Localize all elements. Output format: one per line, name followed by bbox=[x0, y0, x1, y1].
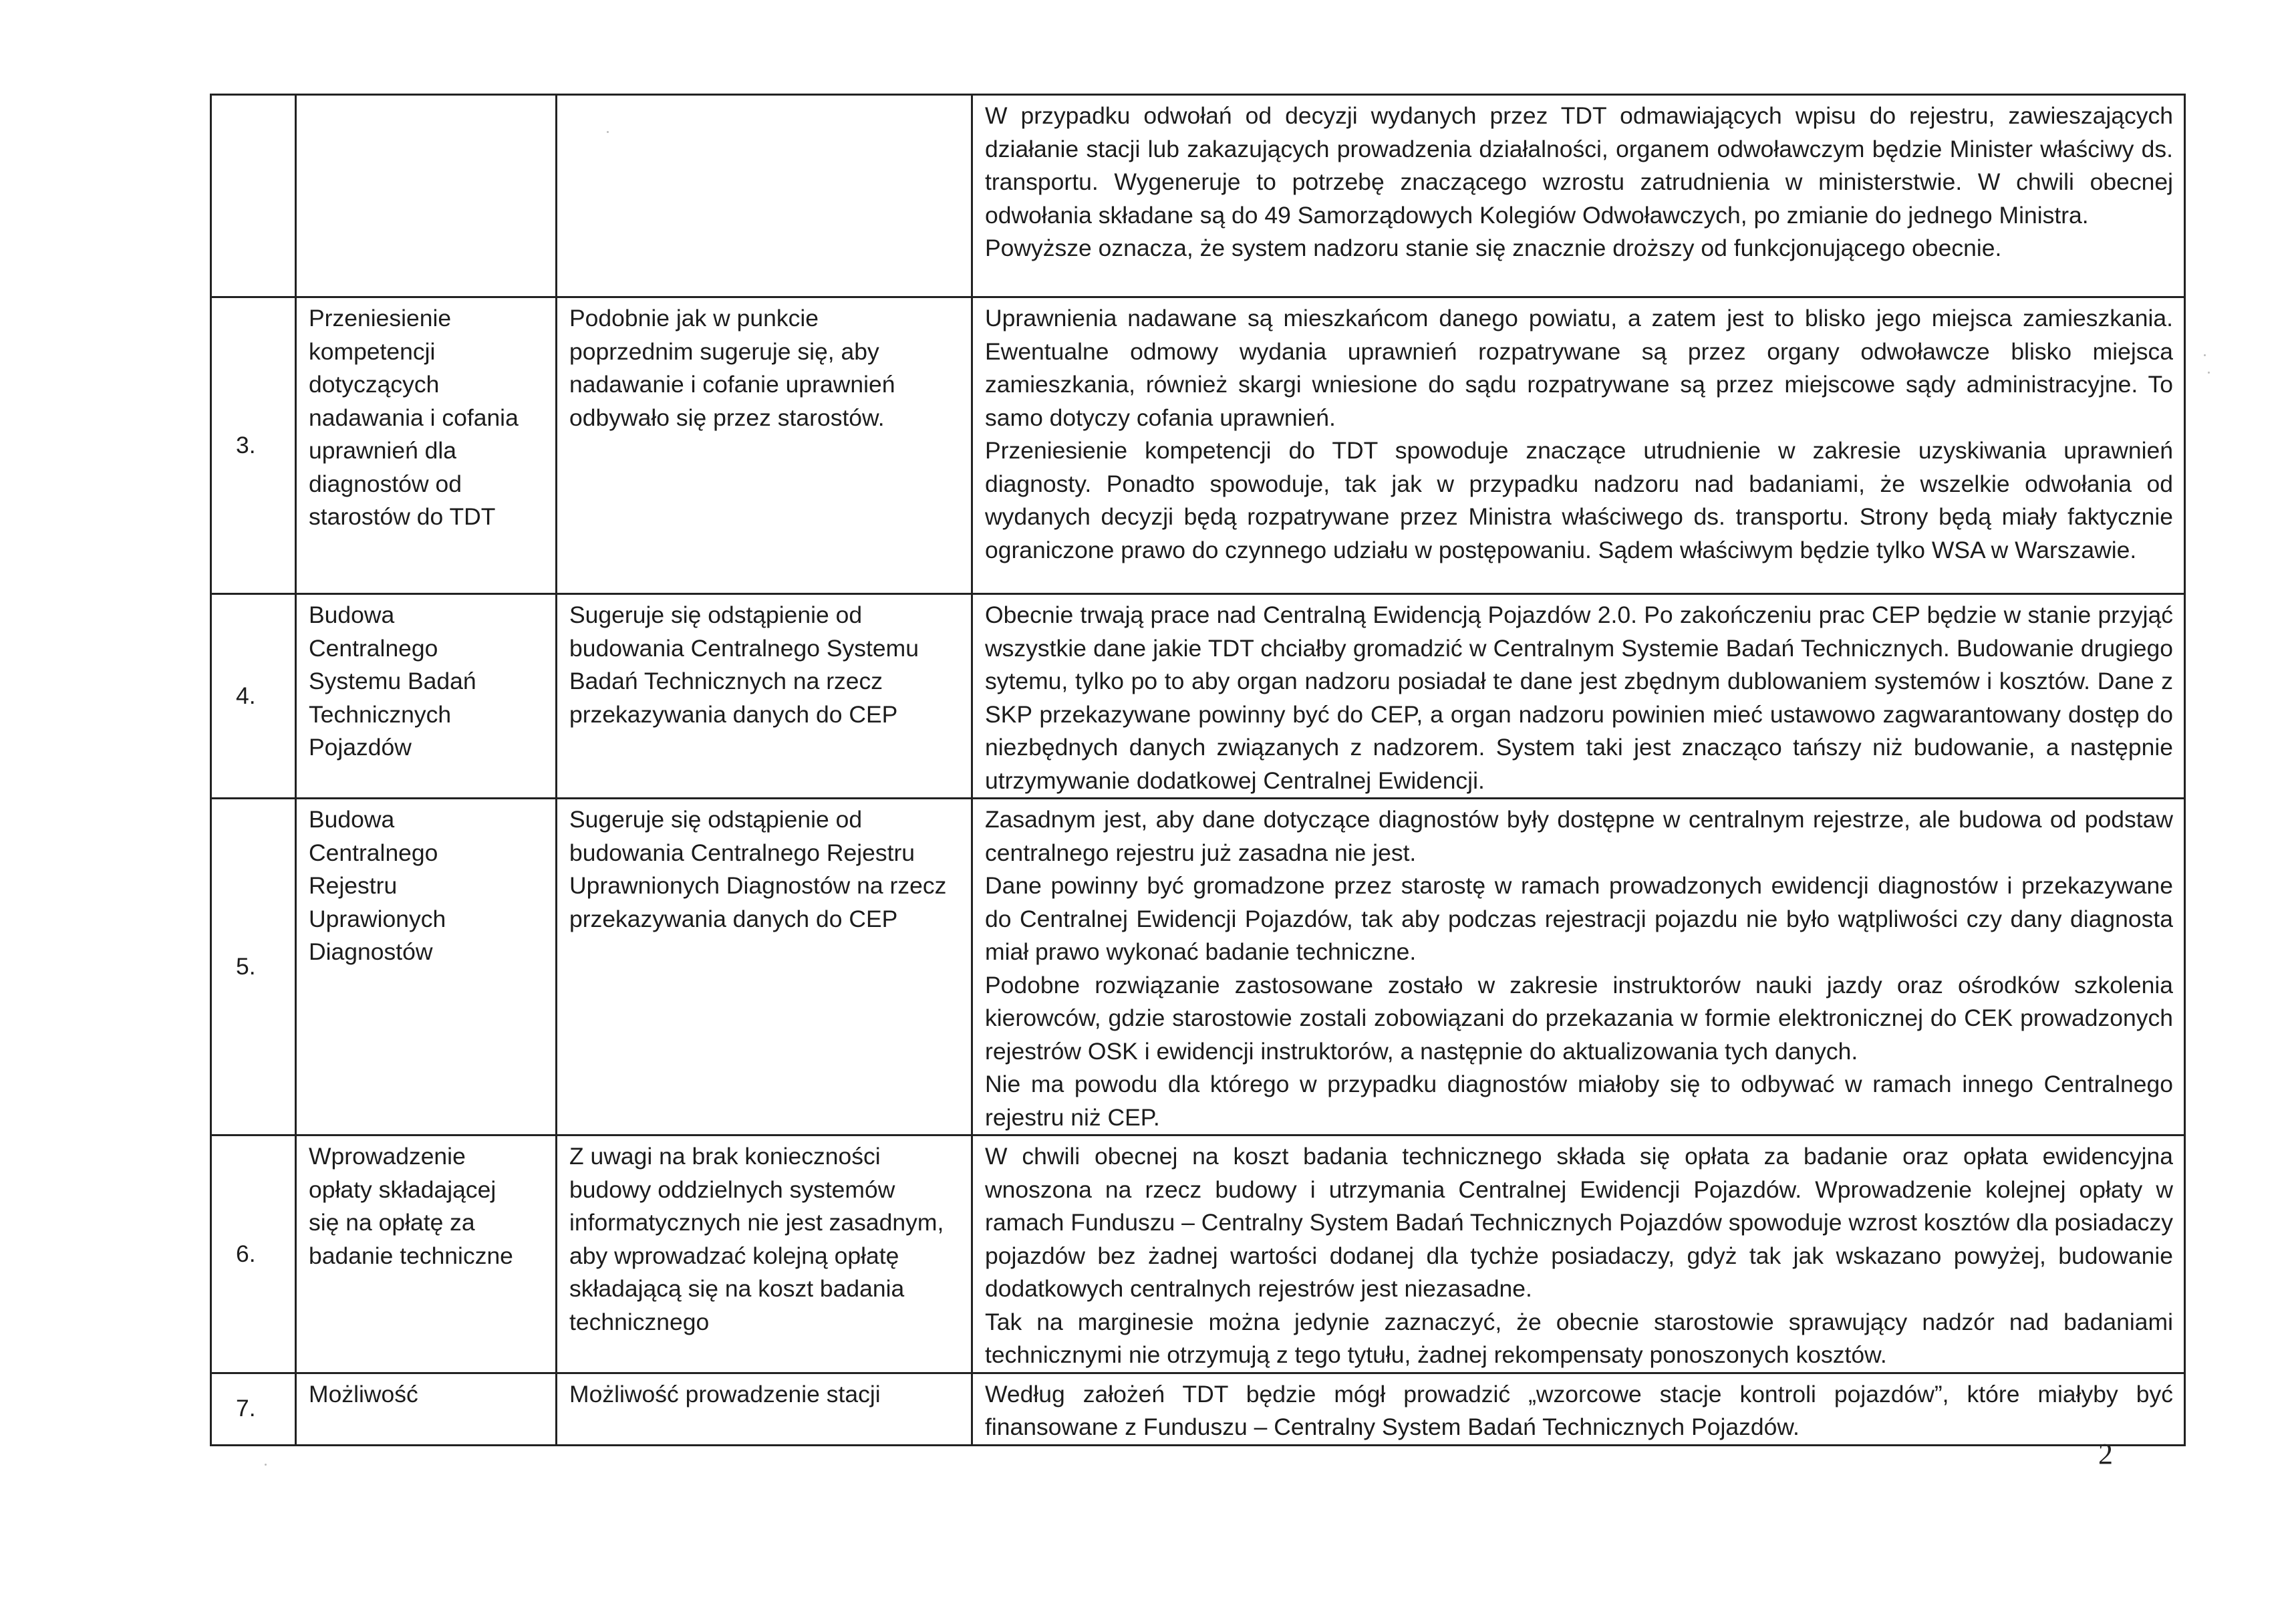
table-row bbox=[211, 1373, 2185, 1445]
justification-cell bbox=[972, 95, 2185, 297]
topic-text: Możliwość bbox=[309, 1380, 418, 1407]
topic-text: Przeniesienie kompetencji dotyczących nadawania i cofania uprawnień dla diagnostów od starostów do TDT bbox=[309, 305, 519, 530]
table-row bbox=[211, 95, 2185, 297]
row-number-cell: 6. bbox=[211, 1135, 296, 1373]
justification-paragraph: Przeniesienie kompetencji do TDT spowoduje znaczące utrudnienie w zakresie uzyskiwania uprawnień diagnosty. Ponadto spowoduje, tak jak w przypadku nadzoru nad badaniami, że wszelkie odwołania od wydanych decyzji będą rozpatrywane przez Ministra właściwego ds. transportu. Strony będą miały faktycznie ograniczone prawo do czynnego udziału w postępowaniu. Sądem właściwym będzie tylko WSA w Warszawie. bbox=[985, 437, 2173, 563]
justification-cell bbox=[972, 1373, 2185, 1445]
justification-cell bbox=[972, 1135, 2185, 1373]
topic-cell bbox=[296, 1373, 557, 1445]
justification-paragraph: Tak na marginesie można jedynie zaznaczyć, że obecnie starostowie sprawujący nadzór nad badaniami technicznymi nie otrzymują z tego tytułu, żadnej rekompensaty ponoszonych kosztów. bbox=[985, 1308, 2173, 1368]
topic-text: Budowa Centralnego Rejestru Uprawionych Diagnostów bbox=[309, 806, 446, 965]
scan-speck bbox=[607, 131, 609, 133]
proposal-cell bbox=[557, 1373, 972, 1445]
justification-cell bbox=[972, 594, 2185, 799]
topic-cell bbox=[296, 594, 557, 799]
justification-paragraph: Podobne rozwiązanie zastosowane zostało w zakresie instruktorów nauki jazdy oraz ośrodków szkolenia kierowców, gdzie starostowie zostali zobowiązani do przekazania w formie elektronicznej do CEK prowadzonych rejestrów OSK i ewidencji instruktorów, a następnie do aktualizowania tych danych. bbox=[985, 971, 2173, 1065]
justification-paragraph: Nie ma powodu dla którego w przypadku diagnostów miałoby się to odbywać w ramach innego Centralnego rejestru niż CEP. bbox=[985, 1071, 2173, 1131]
scan-speck bbox=[2204, 354, 2206, 356]
row-number-cell: 7. bbox=[211, 1373, 296, 1445]
justification-paragraph: Powyższe oznacza, że system nadzoru stanie się znacznie droższy od funkcjonującego obecnie. bbox=[985, 235, 2002, 261]
row-number-cell: 3. bbox=[211, 297, 296, 594]
proposal-text: Podobnie jak w punkcie poprzednim sugeruje się, aby nadawanie i cofanie uprawnień odbywało się przez starostów. bbox=[569, 305, 895, 431]
comments-table bbox=[210, 94, 2186, 1446]
table-row bbox=[211, 1135, 2185, 1373]
table-row bbox=[211, 799, 2185, 1135]
table-row bbox=[211, 297, 2185, 594]
justification-paragraph: Uprawnienia nadawane są mieszkańcom danego powiatu, a zatem jest to blisko jego miejsca zamieszkania. Ewentualne odmowy wydania uprawnień rozpatrywane są przez organy odwoławcze blisko miejsca zamieszkania, również skargi wniesione do sądu rozpatrywane są przez miejscowe sądy administracyjne. To samo dotyczy cofania uprawnień. bbox=[985, 305, 2173, 431]
justification-paragraph: Dane powinny być gromadzone przez starostę w ramach prowadzonych ewidencji diagnostów i przekazywane do Centralnej Ewidencji Pojazdów, tak aby podczas rejestracji pojazdu nie było wątpliwości czy dany diagnosta miał prawo wykonać badanie techniczne. bbox=[985, 872, 2173, 965]
justification-paragraph: W chwili obecnej na koszt badania technicznego składa się opłata za badanie oraz opłata ewidencyjna wnoszona na rzecz budowy i utrzymania Centralnej Ewidencji Pojazdów. Wprowadzenie kolejnej opłaty w ramach Funduszu – Centralny System Badań Technicznych Pojazdów spowoduje wzrost kosztów dla posiadaczy pojazdów bez żadnej wartości dodanej dla tychże posiadaczy, gdyż tak jak wskazano powyżej, budowanie dodatkowych centralnych rejestrów jest niezasadne. bbox=[985, 1143, 2173, 1302]
justification-paragraph: W przypadku odwołań od decyzji wydanych przez TDT odmawiających wpisu do rejestru, zawieszających działanie stacji lub zakazujących prowadzenia działalności, organem odwoławczym będzie Minister właściwy ds. transportu. Wygeneruje to potrzebę znaczącego wzrostu zatrudnienia w ministerstwie. W chwili obecnej odwołania składane są do 49 Samorządowych Kolegiów Odwoławczych, po zmianie do jednego Ministra. bbox=[985, 102, 2173, 229]
justification-paragraph: Obecnie trwają prace nad Centralną Ewidencją Pojazdów 2.0. Po zakończeniu prac CEP będzie w stanie przyjąć wszystkie dane jakie TDT chciałby gromadzić w Centralnym Systemie Badań Technicznych. Budowanie drugiego sytemu, tylko po to aby organ nadzoru posiadał te dane jest zbędnym dublowaniem systemów i kosztów. Dane z SKP przekazywane powinny być do CEP, a organ nadzoru powinien mieć ustawowo zagwarantowany dostęp do niezbędnych danych związanych z nadzorem. System taki jest znacząco tańszy niż budowanie, a następnie utrzymywanie dodatkowej Centralnej Ewidencji. bbox=[985, 601, 2173, 794]
justification-cell bbox=[972, 297, 2185, 594]
topic-cell bbox=[296, 297, 557, 594]
proposal-text: Sugeruje się odstąpienie od budowania Centralnego Rejestru Uprawnionych Diagnostów na rzecz przekazywania danych do CEP bbox=[569, 806, 947, 932]
topic-cell bbox=[296, 799, 557, 1135]
topic-text: Wprowadzenie opłaty składającej się na opłatę za badanie techniczne bbox=[309, 1143, 513, 1269]
topic-cell bbox=[296, 95, 557, 297]
justification-cell bbox=[972, 799, 2185, 1135]
table-row bbox=[211, 594, 2185, 799]
justification-paragraph: Według założeń TDT będzie mógł prowadzić „wzorcowe stacje kontroli pojazdów”, które miałyby być finansowane z Funduszu – Centralny System Badań Technicznych Pojazdów. bbox=[985, 1380, 2173, 1440]
proposal-cell bbox=[557, 95, 972, 297]
justification-paragraph: Zasadnym jest, aby dane dotyczące diagnostów były dostępne w centralnym rejestrze, ale budowa od podstaw centralnego rejestru już zasadna nie jest. bbox=[985, 806, 2173, 866]
proposal-cell bbox=[557, 297, 972, 594]
topic-cell bbox=[296, 1135, 557, 1373]
scan-speck bbox=[265, 1464, 267, 1466]
row-number-cell: 5. bbox=[211, 799, 296, 1135]
topic-text: Budowa Centralnego Systemu Badań Technicznych Pojazdów bbox=[309, 601, 476, 761]
proposal-text: Sugeruje się odstąpienie od budowania Centralnego Systemu Badań Technicznych na rzecz przekazywania danych do CEP bbox=[569, 601, 919, 728]
row-number-cell: 4. bbox=[211, 594, 296, 799]
proposal-text: Z uwagi na brak konieczności budowy oddzielnych systemów informatycznych nie jest zasadnym, aby wprowadzać kolejną opłatę składającą się na koszt badania technicznego bbox=[569, 1143, 944, 1335]
proposal-cell bbox=[557, 799, 972, 1135]
proposal-text: Możliwość prowadzenie stacji bbox=[569, 1380, 881, 1407]
row-number-cell bbox=[211, 95, 296, 297]
proposal-cell bbox=[557, 1135, 972, 1373]
page-number: 2 bbox=[2098, 1438, 2113, 1470]
proposal-cell bbox=[557, 594, 972, 799]
scan-speck bbox=[2208, 372, 2210, 374]
